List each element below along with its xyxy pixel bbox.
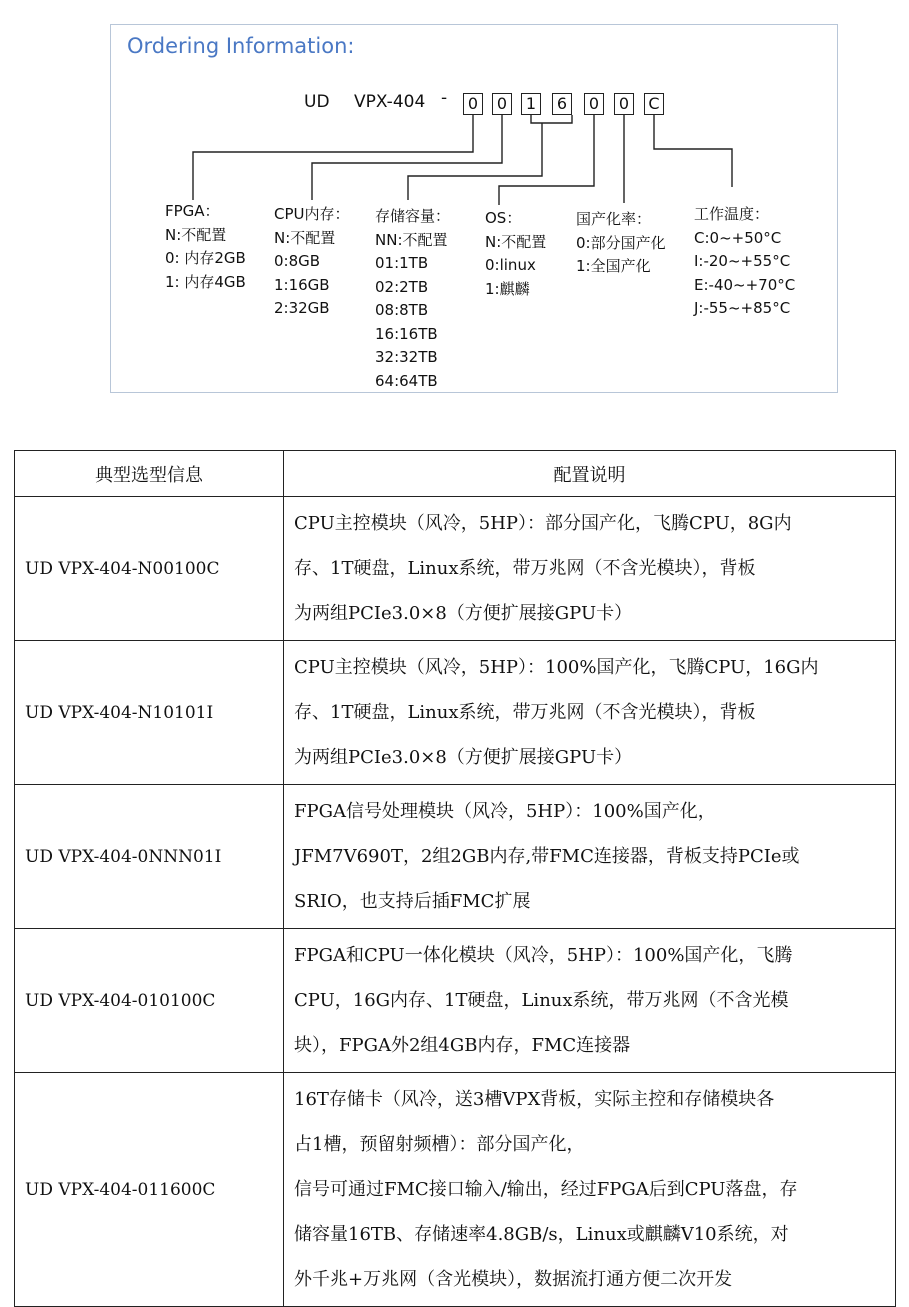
- config-line: 存、1T硬盘，Linux系统，带万兆网（不含光模块），背板: [294, 558, 756, 579]
- option-group-heading: 工作温度：: [694, 205, 770, 223]
- config-line: 块），FPGA外2组4GB内存，FMC连接器: [294, 1035, 631, 1056]
- ordering-title: Ordering Information:: [127, 34, 355, 58]
- config-line: 存、1T硬盘，Linux系统，带万兆网（不含光模块），背板: [294, 702, 756, 723]
- model-cell: UD VPX-404-010100C: [15, 929, 284, 1073]
- table-row: [15, 641, 896, 785]
- option-item: 2:32GB: [274, 299, 330, 317]
- connector-os: [499, 115, 594, 205]
- code-digit-box: 6: [552, 93, 572, 115]
- option-item: 1: 内存4GB: [165, 272, 246, 291]
- model-cell: UD VPX-404-011600C: [15, 1073, 284, 1307]
- ordering-information-panel: [110, 24, 838, 393]
- option-group-heading: FPGA：: [165, 202, 220, 220]
- option-item: 01:1TB: [375, 254, 429, 272]
- option-group-fpga: [165, 200, 246, 294]
- config-line: SRIO，也支持后插FMC扩展: [294, 891, 531, 912]
- option-item: NN:不配置: [375, 230, 448, 249]
- config-line: JFM7V690T，2组2GB内存,带FMC连接器，背板支持PCIe或: [294, 846, 800, 867]
- option-item: J:-55~+85°C: [694, 299, 791, 317]
- code-dash: -: [441, 88, 448, 108]
- config-line: FPGA信号处理模块（风冷，5HP）：100%国产化，: [294, 801, 716, 822]
- option-group-os: [485, 207, 546, 301]
- connector-storage-bracket: [531, 115, 572, 123]
- config-line: 占1槽，预留射频槽）：部分国产化，: [294, 1134, 585, 1155]
- option-item: 0: 内存2GB: [165, 249, 246, 267]
- connector-temperature: [654, 115, 732, 187]
- config-line: 信号可通过FMC接口输入/输出，经过FPGA后到CPU落盘，存: [294, 1179, 798, 1200]
- option-item: 16:16TB: [375, 324, 438, 343]
- option-item: 64:64TB: [375, 371, 438, 390]
- option-group-temperature: [694, 203, 795, 321]
- config-line: FPGA和CPU一体化模块（风冷，5HP）：100%国产化，飞腾: [294, 945, 793, 966]
- option-item: 0:linux: [485, 256, 536, 274]
- option-item: 1:16GB: [274, 275, 330, 294]
- table-row: [15, 929, 896, 1073]
- model-cell: UD VPX-404-N00100C: [15, 497, 284, 641]
- table-row: [15, 785, 896, 929]
- option-item: E:-40~+70°C: [694, 275, 796, 294]
- config-line: 为两组PCIe3.0×8（方便扩展接GPU卡）: [294, 603, 633, 624]
- option-group-heading: 存储容量：: [375, 207, 451, 225]
- option-item: 02:2TB: [375, 277, 429, 296]
- model-cell: UD VPX-404-N10101I: [15, 641, 284, 785]
- selection-table: [14, 450, 896, 1307]
- code-digit-box: 0: [463, 93, 483, 115]
- config-cell: [284, 1073, 896, 1307]
- table-row: [15, 1073, 896, 1307]
- connector-storage: [408, 123, 542, 200]
- code-digit-box: 1: [521, 93, 541, 115]
- connector-fpga: [193, 115, 473, 200]
- option-item: 0:8GB: [274, 252, 321, 270]
- column-header-config: 配置说明: [284, 451, 896, 497]
- code-digit-box: 0: [584, 93, 604, 115]
- config-line: 16T存储卡（风冷，送3槽VPX背板，实际主控和存储模块各: [294, 1089, 775, 1110]
- table-header-row: [15, 451, 896, 497]
- config-line: CPU，16G内存、1T硬盘，Linux系统，带万兆网（不含光模: [294, 990, 789, 1011]
- option-item: 1:麒麟: [485, 279, 530, 298]
- code-digit-box: C: [644, 93, 664, 115]
- option-item: 0:部分国产化: [576, 233, 666, 252]
- code-model: VPX-404: [354, 92, 426, 112]
- option-item: 08:8TB: [375, 301, 429, 319]
- option-group-heading: 国产化率：: [576, 210, 652, 228]
- config-cell: [284, 641, 896, 785]
- config-cell: [284, 785, 896, 929]
- option-item: 32:32TB: [375, 348, 438, 366]
- option-item: N:不配置: [274, 228, 336, 247]
- option-item: C:0~+50°C: [694, 228, 782, 247]
- config-line: 外千兆+万兆网（含光模块），数据流打通方便二次开发: [294, 1269, 733, 1290]
- option-item: N:不配置: [485, 232, 547, 251]
- code-digit-box: 0: [492, 93, 512, 115]
- option-group-heading: CPU内存：: [274, 205, 350, 223]
- config-cell: [284, 929, 896, 1073]
- table-row: [15, 497, 896, 641]
- config-line: CPU主控模块（风冷，5HP）：100%国产化，飞腾CPU，16G内: [294, 657, 819, 678]
- config-line: CPU主控模块（风冷，5HP）：部分国产化，飞腾CPU，8G内: [294, 513, 792, 534]
- option-group-domestic-rate: [576, 208, 666, 279]
- option-item: I:-20~+55°C: [694, 252, 791, 270]
- model-cell: UD VPX-404-0NNN01I: [15, 785, 284, 929]
- code-prefix: UD: [304, 92, 330, 112]
- config-line: 为两组PCIe3.0×8（方便扩展接GPU卡）: [294, 747, 633, 768]
- option-group-heading: OS：: [485, 209, 522, 227]
- config-cell: [284, 497, 896, 641]
- code-digit-box: 0: [614, 93, 634, 115]
- option-item: 1:全国产化: [576, 257, 651, 275]
- config-line: 储容量16TB、存储速率4.8GB/s，Linux或麒麟V10系统，对: [294, 1224, 789, 1245]
- column-header-model: 典型选型信息: [15, 451, 284, 497]
- option-group-cpu-memory: [274, 203, 350, 321]
- option-group-storage: [375, 205, 450, 393]
- option-item: N:不配置: [165, 225, 227, 244]
